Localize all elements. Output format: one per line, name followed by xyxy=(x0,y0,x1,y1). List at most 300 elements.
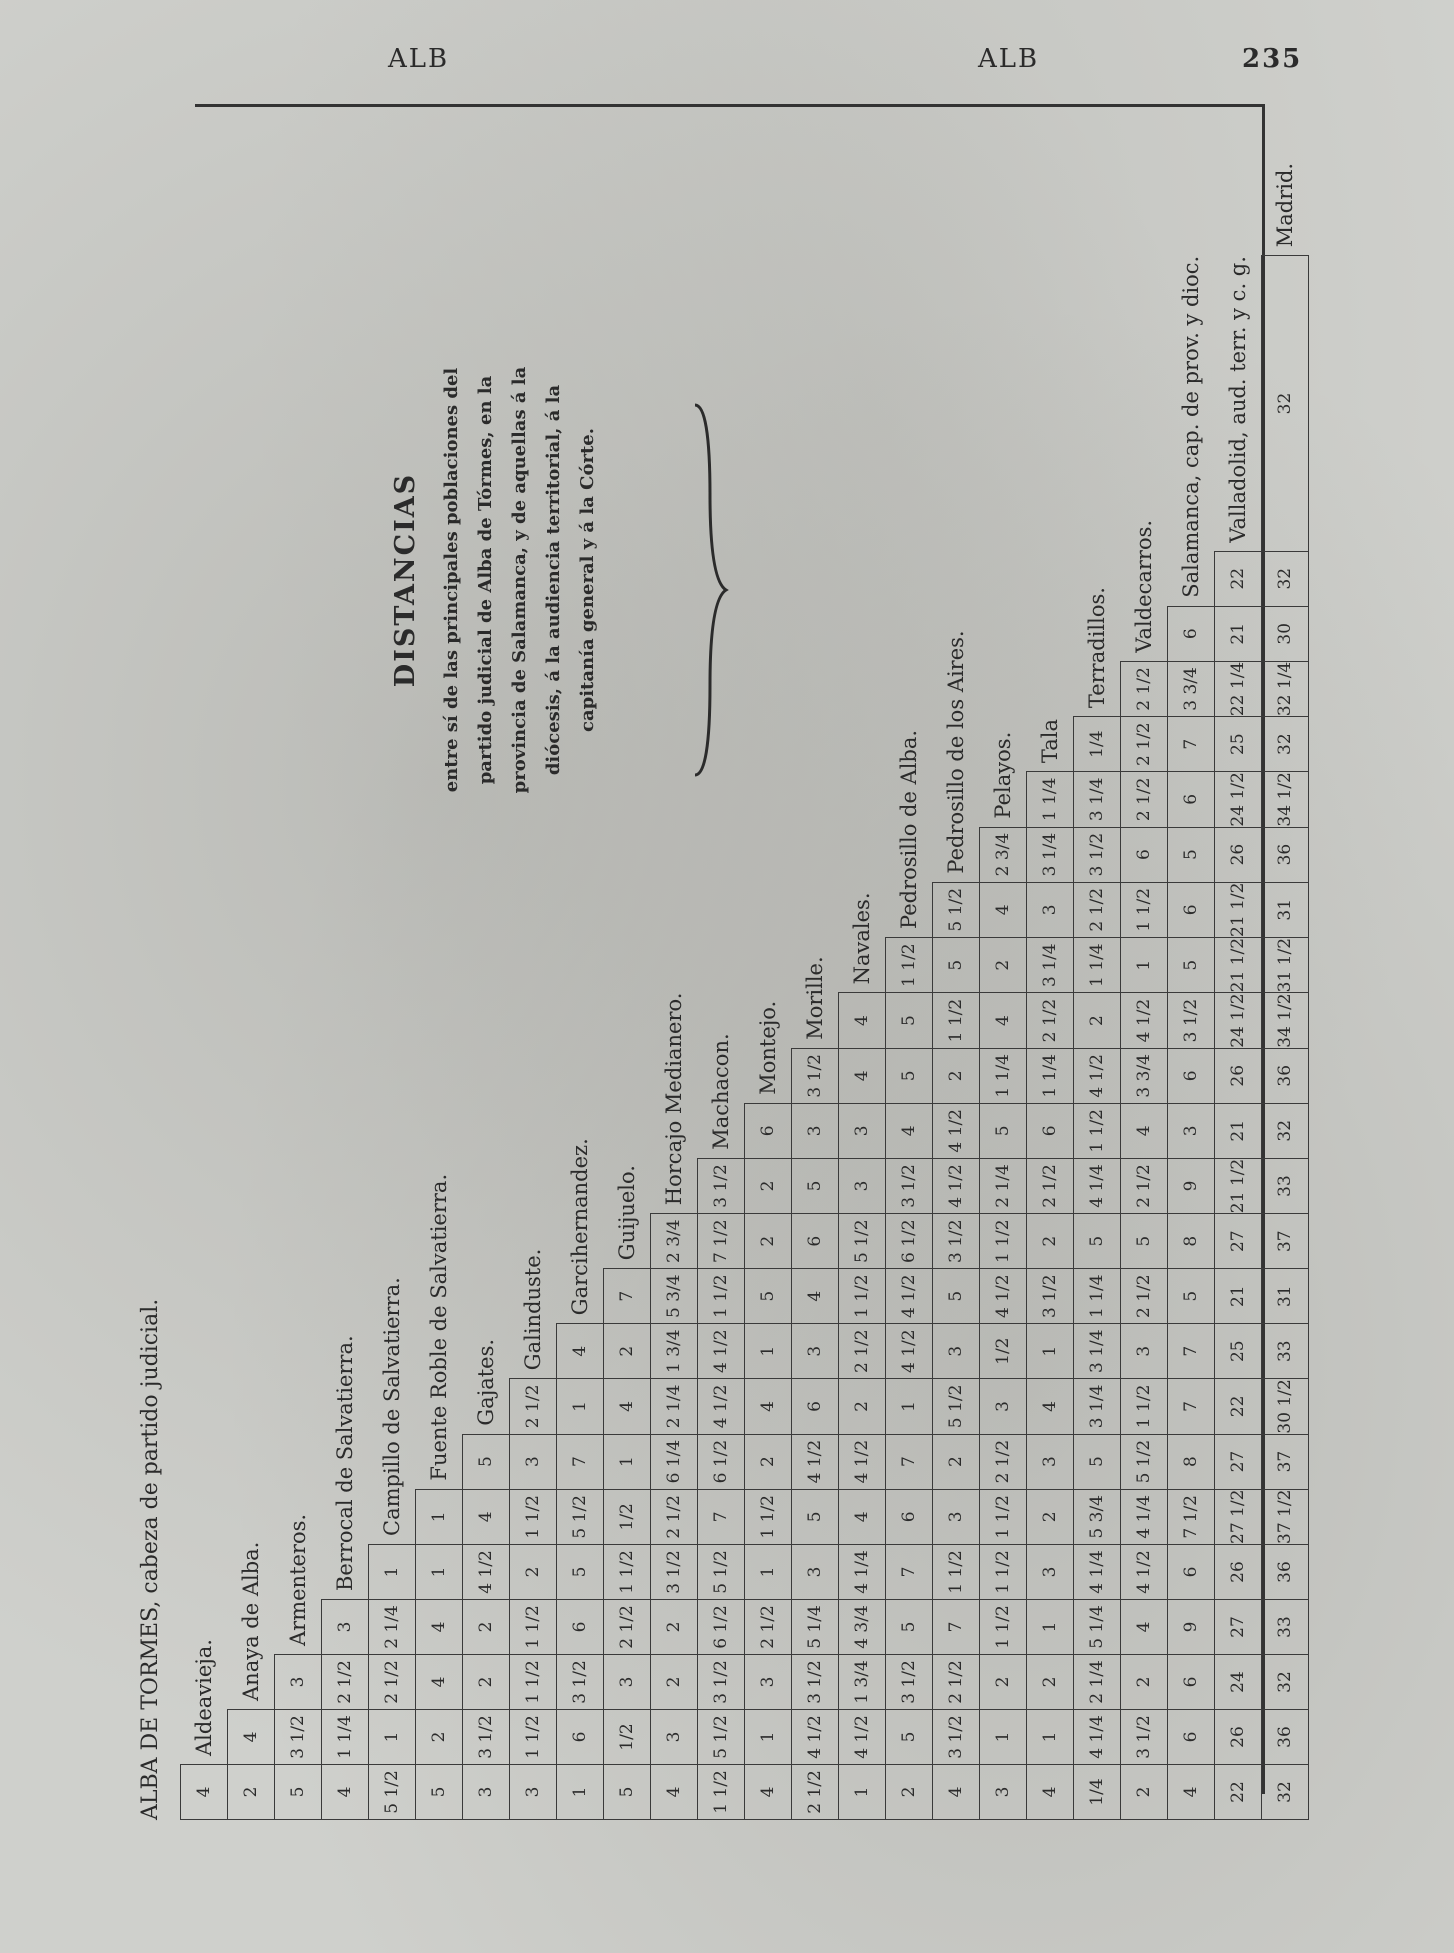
distance-cell: 4 xyxy=(1168,1765,1215,1820)
distance-cell: 1 1/2 xyxy=(980,1489,1027,1544)
distance-cell: 2 1/2 xyxy=(1074,882,1121,937)
distance-cell: 33 xyxy=(1262,1600,1309,1655)
distance-cell: 4 xyxy=(604,1379,651,1434)
distance-cell: 36 xyxy=(1262,827,1309,882)
distance-cell: 2 xyxy=(1074,993,1121,1048)
distance-cell: 6 xyxy=(1168,882,1215,937)
distance-cell: 1 1/2 xyxy=(510,1600,557,1655)
distance-cell: 4 1/4 xyxy=(1074,1158,1121,1213)
place-name: Berrocal de Salvatierra. xyxy=(332,1335,357,1591)
distance-cell: 6 xyxy=(792,1214,839,1269)
distance-cell: 32 xyxy=(1262,551,1309,606)
distance-cell: 6 xyxy=(1168,606,1215,661)
distance-cell: 5 1/2 xyxy=(933,882,980,937)
distance-cell: 2 1/2 xyxy=(1121,772,1168,827)
distance-cell: 1/4 xyxy=(1074,717,1121,772)
distance-cell: 1 xyxy=(557,1379,604,1434)
distance-cell: 25 xyxy=(1215,717,1262,772)
distance-cell: 31 1/2 xyxy=(1262,937,1309,992)
distance-cell: 2 1/2 xyxy=(1027,993,1074,1048)
distance-cell: 4 xyxy=(416,1600,463,1655)
distance-cell: 1 xyxy=(1121,937,1168,992)
distance-cell: 3 1/4 xyxy=(1074,772,1121,827)
distance-cell: 3 xyxy=(604,1655,651,1710)
distance-cell: 9 xyxy=(1168,1158,1215,1213)
distance-cell: 22 xyxy=(1215,1765,1262,1820)
distance-cell: 36 xyxy=(1262,1545,1309,1600)
distance-cell: 6 xyxy=(745,1103,792,1158)
distance-cell: 4 1/2 xyxy=(839,1434,886,1489)
distance-cell: 1 xyxy=(1027,1600,1074,1655)
distance-cell: 4 xyxy=(933,1765,980,1820)
place-name: Montejo. xyxy=(755,1000,780,1095)
place-name: Morille. xyxy=(802,956,827,1040)
distance-cell: 2 xyxy=(1121,1655,1168,1710)
distance-cell: 33 xyxy=(1262,1158,1309,1213)
distance-cell: 2 xyxy=(1121,1765,1168,1820)
distance-cell: 1 1/4 xyxy=(1027,1048,1074,1103)
distance-cell: 21 xyxy=(1215,1269,1262,1324)
distance-cell: 1 1/2 xyxy=(698,1269,745,1324)
distance-cell: 6 1/4 xyxy=(651,1434,698,1489)
distance-cell: 22 xyxy=(1215,551,1262,606)
distance-cell: 2 xyxy=(416,1710,463,1765)
distance-cell: 5 1/2 xyxy=(1121,1434,1168,1489)
partido-title: ALBA DE TORMES, cabeza de partido judicial. xyxy=(138,1298,163,1820)
distance-cell: 3 1/2 xyxy=(933,1214,980,1269)
distance-cell: 7 xyxy=(698,1489,745,1544)
distance-cell: 3 xyxy=(745,1655,792,1710)
distance-cell: 2 1/2 xyxy=(322,1655,369,1710)
distance-cell: 1 xyxy=(839,1765,886,1820)
distance-cell: 22 1/4 xyxy=(1215,661,1262,716)
distance-cell: 4 1/2 xyxy=(980,1269,1027,1324)
distance-cell: 1 xyxy=(980,1710,1027,1765)
distance-cell: 7 1/2 xyxy=(1168,1489,1215,1544)
distance-cell: 3 xyxy=(792,1103,839,1158)
curly-brace-ornament xyxy=(690,400,730,780)
distance-cell: 3 1/2 xyxy=(886,1655,933,1710)
table-row xyxy=(839,163,886,1820)
table-row xyxy=(228,163,275,1820)
distance-cell: 32 xyxy=(1262,1765,1309,1820)
distance-cell: 32 xyxy=(1262,1655,1309,1710)
header-rule xyxy=(195,104,1265,107)
distance-cell: 2 1/2 xyxy=(839,1324,886,1379)
distance-cell: 32 xyxy=(1262,256,1309,551)
distance-cell: 1 xyxy=(369,1545,416,1600)
distance-cell: 2 1/2 xyxy=(369,1655,416,1710)
place-name: Armenteros. xyxy=(285,1513,310,1646)
distance-cell: 1 1/2 xyxy=(933,1545,980,1600)
distance-cell: 3 xyxy=(510,1434,557,1489)
distance-cell: 27 xyxy=(1215,1600,1262,1655)
distance-cell: 5 xyxy=(1168,1269,1215,1324)
distance-cell: 6 xyxy=(792,1379,839,1434)
distance-cell: 4 1/2 xyxy=(698,1379,745,1434)
distance-cell: 7 xyxy=(886,1434,933,1489)
distance-cell: 4 1/2 xyxy=(886,1324,933,1379)
distance-cell: 2 xyxy=(745,1434,792,1489)
distance-cell: 6 xyxy=(1168,772,1215,827)
distance-cell: 3 xyxy=(933,1324,980,1379)
distance-cell: 1 1/2 xyxy=(1121,1379,1168,1434)
distance-cell: 31 xyxy=(1262,882,1309,937)
distance-cell: 5 xyxy=(792,1158,839,1213)
table-row xyxy=(1121,163,1168,1820)
distance-cell: 3 1/2 xyxy=(886,1158,933,1213)
table-row xyxy=(275,163,322,1820)
distance-cell: 4 1/2 xyxy=(1121,1545,1168,1600)
distance-cell: 2 1/2 xyxy=(510,1379,557,1434)
distance-cell: 2 xyxy=(1027,1655,1074,1710)
distance-cell: 4 xyxy=(886,1103,933,1158)
place-name: Campillo de Salvatierra. xyxy=(379,1277,404,1536)
distance-cell: 6 xyxy=(1168,1655,1215,1710)
distance-cell: 34 1/2 xyxy=(1262,993,1309,1048)
distance-cell: 3 xyxy=(1027,1545,1074,1600)
distance-cell: 6 xyxy=(1027,1103,1074,1158)
running-header-left: ALB xyxy=(388,44,450,74)
distance-cell: 4 xyxy=(839,993,886,1048)
distance-cell: 25 xyxy=(1215,1324,1262,1379)
distance-cell: 26 xyxy=(1215,1545,1262,1600)
distance-cell: 5 xyxy=(1074,1214,1121,1269)
distance-cell: 3 3/4 xyxy=(1121,1048,1168,1103)
distance-cell: 2 1/2 xyxy=(1121,717,1168,772)
table-row xyxy=(1027,163,1074,1820)
distance-cell: 1 1/2 xyxy=(980,1214,1027,1269)
distance-cell: 4 xyxy=(839,1048,886,1103)
distance-cell: 4 1/2 xyxy=(698,1324,745,1379)
distance-cell: 27 1/2 xyxy=(1215,1489,1262,1544)
distance-cell: 3 xyxy=(839,1158,886,1213)
distance-cell: 4 xyxy=(1121,1103,1168,1158)
distance-cell: 21 1/2 xyxy=(1215,882,1262,937)
distance-cell: 3 xyxy=(275,1655,322,1710)
distance-cell: 2 xyxy=(604,1324,651,1379)
distance-cell: 2 xyxy=(886,1765,933,1820)
distance-cell: 5 1/2 xyxy=(933,1379,980,1434)
distance-cell: 5 xyxy=(1121,1214,1168,1269)
distance-cell: 4 xyxy=(1027,1379,1074,1434)
distance-cell: 2 1/2 xyxy=(745,1600,792,1655)
distance-cell: 1 1/2 xyxy=(980,1545,1027,1600)
running-header-right: ALB xyxy=(978,44,1040,74)
place-name: Horcajo Medianero. xyxy=(661,992,686,1206)
distance-cell: 3 3/4 xyxy=(1168,661,1215,716)
distance-cell: 2 1/2 xyxy=(1121,1158,1168,1213)
place-name: Pelayos. xyxy=(990,731,1015,819)
distances-title: DISTANCIAS xyxy=(390,472,421,688)
distance-cell: 7 xyxy=(886,1545,933,1600)
distance-cell: 1/2 xyxy=(604,1710,651,1765)
distance-cell: 6 xyxy=(557,1710,604,1765)
table-row xyxy=(604,163,651,1820)
distance-cell: 4 1/2 xyxy=(1121,993,1168,1048)
distance-cell: 3 xyxy=(933,1489,980,1544)
distance-cell: 5 xyxy=(933,1269,980,1324)
distance-cell: 1 1/2 xyxy=(698,1765,745,1820)
distance-cell: 2 xyxy=(1027,1214,1074,1269)
distance-cell: 21 1/2 xyxy=(1215,937,1262,992)
distance-cell: 21 xyxy=(1215,1103,1262,1158)
distance-cell: 27 xyxy=(1215,1434,1262,1489)
distance-cell: 3 1/4 xyxy=(1027,937,1074,992)
place-name: Aldeavieja. xyxy=(191,1639,216,1756)
distance-cell: 8 xyxy=(1168,1214,1215,1269)
place-name: Anaya de Alba. xyxy=(238,1541,263,1701)
distance-cell: 7 xyxy=(1168,1324,1215,1379)
distance-cell: 1 xyxy=(886,1379,933,1434)
distance-cell: 4 1/2 xyxy=(933,1103,980,1158)
distance-cell: 9 xyxy=(1168,1600,1215,1655)
distance-cell: 5 xyxy=(416,1765,463,1820)
distance-cell: 2 xyxy=(745,1158,792,1213)
distance-cell: 34 1/2 xyxy=(1262,772,1309,827)
distance-cell: 3 1/2 xyxy=(698,1158,745,1213)
distance-cell: 7 xyxy=(1168,717,1215,772)
distance-cell: 2 1/2 xyxy=(651,1489,698,1544)
distance-cell: 2 1/4 xyxy=(1074,1655,1121,1710)
distance-cell: 5 xyxy=(886,1600,933,1655)
distance-cell: 1 3/4 xyxy=(651,1324,698,1379)
distance-cell: 6 1/2 xyxy=(698,1600,745,1655)
distance-cell: 3 xyxy=(1121,1324,1168,1379)
place-name: Pedrosillo de los Aires. xyxy=(943,630,968,874)
table-row xyxy=(1262,163,1309,1820)
distance-cell: 2 1/2 xyxy=(933,1655,980,1710)
distance-cell: 24 xyxy=(1215,1655,1262,1710)
distance-cell: 5 xyxy=(980,1103,1027,1158)
distance-cell: 4 1/2 xyxy=(886,1269,933,1324)
distance-cell: 4 xyxy=(228,1710,275,1765)
distance-cell: 2 xyxy=(651,1655,698,1710)
distance-cell: 3 1/2 xyxy=(651,1545,698,1600)
table-row xyxy=(1074,163,1121,1820)
page-number: 235 xyxy=(1242,44,1303,74)
distance-cell: 27 xyxy=(1215,1214,1262,1269)
distance-cell: 2 xyxy=(745,1214,792,1269)
distance-cell: 3 1/2 xyxy=(792,1655,839,1710)
distance-cell: 3 1/2 xyxy=(1027,1269,1074,1324)
place-name: Guijuelo. xyxy=(614,1165,639,1261)
distance-cell: 1 1/2 xyxy=(510,1655,557,1710)
distance-cell: 2 xyxy=(980,1655,1027,1710)
distance-cell: 3 1/2 xyxy=(698,1655,745,1710)
distance-cell: 5 xyxy=(933,937,980,992)
distance-cell: 1 1/4 xyxy=(1074,1269,1121,1324)
distance-cell: 36 xyxy=(1262,1048,1309,1103)
distance-cell: 6 xyxy=(1121,827,1168,882)
distance-cell: 3 xyxy=(1027,1434,1074,1489)
distance-cell: 2 1/4 xyxy=(651,1379,698,1434)
distance-cell: 5 1/2 xyxy=(557,1489,604,1544)
distance-cell: 3 xyxy=(651,1710,698,1765)
distance-cell: 2 1/2 xyxy=(1027,1158,1074,1213)
place-name: Pedrosillo de Alba. xyxy=(896,729,921,929)
distance-cell: 5 xyxy=(886,1048,933,1103)
distance-cell: 1 1/2 xyxy=(839,1269,886,1324)
distance-cell: 3 xyxy=(792,1324,839,1379)
table-row xyxy=(886,163,933,1820)
distance-cell: 2 xyxy=(1027,1489,1074,1544)
distance-cell: 37 xyxy=(1262,1214,1309,1269)
distance-cell: 37 xyxy=(1262,1434,1309,1489)
distance-cell: 30 1/2 xyxy=(1262,1379,1309,1434)
distance-cell: 3 1/2 xyxy=(1168,993,1215,1048)
distance-cell: 4 1/4 xyxy=(839,1545,886,1600)
distance-cell: 2 xyxy=(651,1600,698,1655)
distance-cell: 4 xyxy=(745,1765,792,1820)
distance-cell: 21 1/2 xyxy=(1215,1158,1262,1213)
distance-cell: 6 xyxy=(557,1600,604,1655)
distance-cell: 1 xyxy=(416,1545,463,1600)
distance-cell: 26 xyxy=(1215,1048,1262,1103)
distance-table xyxy=(180,162,1309,1820)
distance-cell: 1 xyxy=(369,1710,416,1765)
table-row xyxy=(792,163,839,1820)
distance-cell: 6 1/2 xyxy=(698,1434,745,1489)
distance-cell: 4 1/4 xyxy=(1074,1545,1121,1600)
distance-cell: 1/2 xyxy=(604,1489,651,1544)
distance-cell: 2 3/4 xyxy=(980,827,1027,882)
distance-cell: 4 xyxy=(1121,1600,1168,1655)
distance-cell: 2 1/2 xyxy=(792,1765,839,1820)
place-name: Tala xyxy=(1037,719,1062,764)
distance-cell: 3 1/4 xyxy=(1074,1379,1121,1434)
distance-cell: 2 1/4 xyxy=(369,1600,416,1655)
place-name: Terradillos. xyxy=(1084,587,1109,709)
distance-cell: 26 xyxy=(1215,827,1262,882)
distance-cell: 5 xyxy=(463,1434,510,1489)
distance-cell: 33 xyxy=(1262,1324,1309,1379)
distance-cell: 37 1/2 xyxy=(1262,1489,1309,1544)
table-row xyxy=(1168,163,1215,1820)
distance-cell: 2 3/4 xyxy=(651,1214,698,1269)
distance-cell: 2 1/2 xyxy=(980,1434,1027,1489)
distance-cell: 4 xyxy=(463,1489,510,1544)
distance-cell: 3 xyxy=(510,1765,557,1820)
distance-cell: 6 xyxy=(886,1489,933,1544)
table-row xyxy=(980,163,1027,1820)
distance-cell: 7 xyxy=(604,1269,651,1324)
distance-cell: 4 xyxy=(980,882,1027,937)
distance-cell: 1 1/2 xyxy=(1074,1103,1121,1158)
distance-cell: 5 3/4 xyxy=(651,1269,698,1324)
distance-cell: 4 xyxy=(839,1489,886,1544)
distance-cell: 1 xyxy=(1027,1324,1074,1379)
distance-cell: 3 1/2 xyxy=(557,1655,604,1710)
place-name: Navales. xyxy=(849,892,874,985)
distance-cell: 4 xyxy=(980,993,1027,1048)
distance-cell: 4 1/2 xyxy=(463,1545,510,1600)
distance-cell: 4 xyxy=(651,1765,698,1820)
distance-cell: 4 xyxy=(322,1765,369,1820)
distance-cell: 4 1/2 xyxy=(1074,1048,1121,1103)
distance-cell: 3 xyxy=(463,1765,510,1820)
distance-cell: 3 xyxy=(322,1600,369,1655)
distance-cell: 5 3/4 xyxy=(1074,1489,1121,1544)
place-name: Madrid. xyxy=(1273,162,1297,248)
distance-cell: 2 xyxy=(933,1434,980,1489)
distance-cell: 2 xyxy=(463,1600,510,1655)
distance-cell: 1 xyxy=(745,1710,792,1765)
distance-cell: 1 1/4 xyxy=(322,1710,369,1765)
distance-cell: 5 1/2 xyxy=(698,1710,745,1765)
place-name: Garcihernandez. xyxy=(567,1138,592,1316)
table-row xyxy=(745,163,792,1820)
distance-cell: 6 1/2 xyxy=(886,1214,933,1269)
distance-cell: 3 1/2 xyxy=(792,1048,839,1103)
distance-cell: 2 xyxy=(839,1379,886,1434)
distance-cell: 3 1/2 xyxy=(1121,1710,1168,1765)
distance-cell: 4 1/2 xyxy=(792,1710,839,1765)
distance-cell: 7 xyxy=(557,1434,604,1489)
title-block xyxy=(390,360,605,800)
distance-cell: 4 xyxy=(416,1655,463,1710)
distance-cell: 1 1/2 xyxy=(1121,882,1168,937)
distance-cell: 5 xyxy=(604,1765,651,1820)
distance-cell: 1 1/4 xyxy=(1027,772,1074,827)
distance-cell: 5 1/2 xyxy=(698,1545,745,1600)
distance-cell: 1 xyxy=(557,1765,604,1820)
distance-cell: 3 1/2 xyxy=(463,1710,510,1765)
distance-cell: 5 1/2 xyxy=(369,1765,416,1820)
distance-cell: 4 xyxy=(557,1324,604,1379)
distance-cell: 24 1/2 xyxy=(1215,993,1262,1048)
distance-cell: 3 1/2 xyxy=(1074,827,1121,882)
distance-cell: 1 1/4 xyxy=(980,1048,1027,1103)
place-name: Valdecarros. xyxy=(1131,519,1156,653)
distance-cell: 2 xyxy=(933,1048,980,1103)
distance-cell: 3 1/2 xyxy=(933,1710,980,1765)
distance-cell: 30 xyxy=(1262,606,1309,661)
distance-cell: 8 xyxy=(1168,1434,1215,1489)
distance-cell: 2 xyxy=(463,1655,510,1710)
distance-cell: 1 1/2 xyxy=(510,1710,557,1765)
table-row xyxy=(1215,163,1262,1820)
distance-cell: 4 xyxy=(1027,1765,1074,1820)
distance-cell: 1 1/2 xyxy=(604,1545,651,1600)
distance-cell: 2 1/2 xyxy=(1121,661,1168,716)
distance-cell: 4 1/4 xyxy=(1121,1489,1168,1544)
distance-cell: 32 1/4 xyxy=(1262,661,1309,716)
distance-cell: 5 1/4 xyxy=(1074,1600,1121,1655)
distance-cell: 5 xyxy=(886,1710,933,1765)
distance-cell: 5 xyxy=(792,1489,839,1544)
distance-cell: 3 1/4 xyxy=(1074,1324,1121,1379)
distance-cell: 1 xyxy=(416,1489,463,1544)
distance-cell: 1/4 xyxy=(1074,1765,1121,1820)
distance-cell: 4 xyxy=(745,1379,792,1434)
distance-cell: 5 xyxy=(1168,827,1215,882)
distance-cell: 5 xyxy=(275,1765,322,1820)
distance-cell: 5 xyxy=(886,993,933,1048)
distance-cell: 1 xyxy=(1027,1710,1074,1765)
distance-cell: 1 xyxy=(745,1324,792,1379)
rotated-distance-table xyxy=(130,120,1297,1820)
distance-cell: 3 xyxy=(1027,882,1074,937)
distance-cell: 36 xyxy=(1262,1710,1309,1765)
distance-cell: 6 xyxy=(1168,1545,1215,1600)
distance-cell: 2 xyxy=(510,1545,557,1600)
place-name: Salamanca, cap. de prov. y dioc. xyxy=(1178,255,1203,598)
distance-cell: 7 1/2 xyxy=(698,1214,745,1269)
distance-cell: 4 xyxy=(792,1269,839,1324)
distance-cell: 1/2 xyxy=(980,1324,1027,1379)
distance-cell: 1 1/2 xyxy=(886,937,933,992)
